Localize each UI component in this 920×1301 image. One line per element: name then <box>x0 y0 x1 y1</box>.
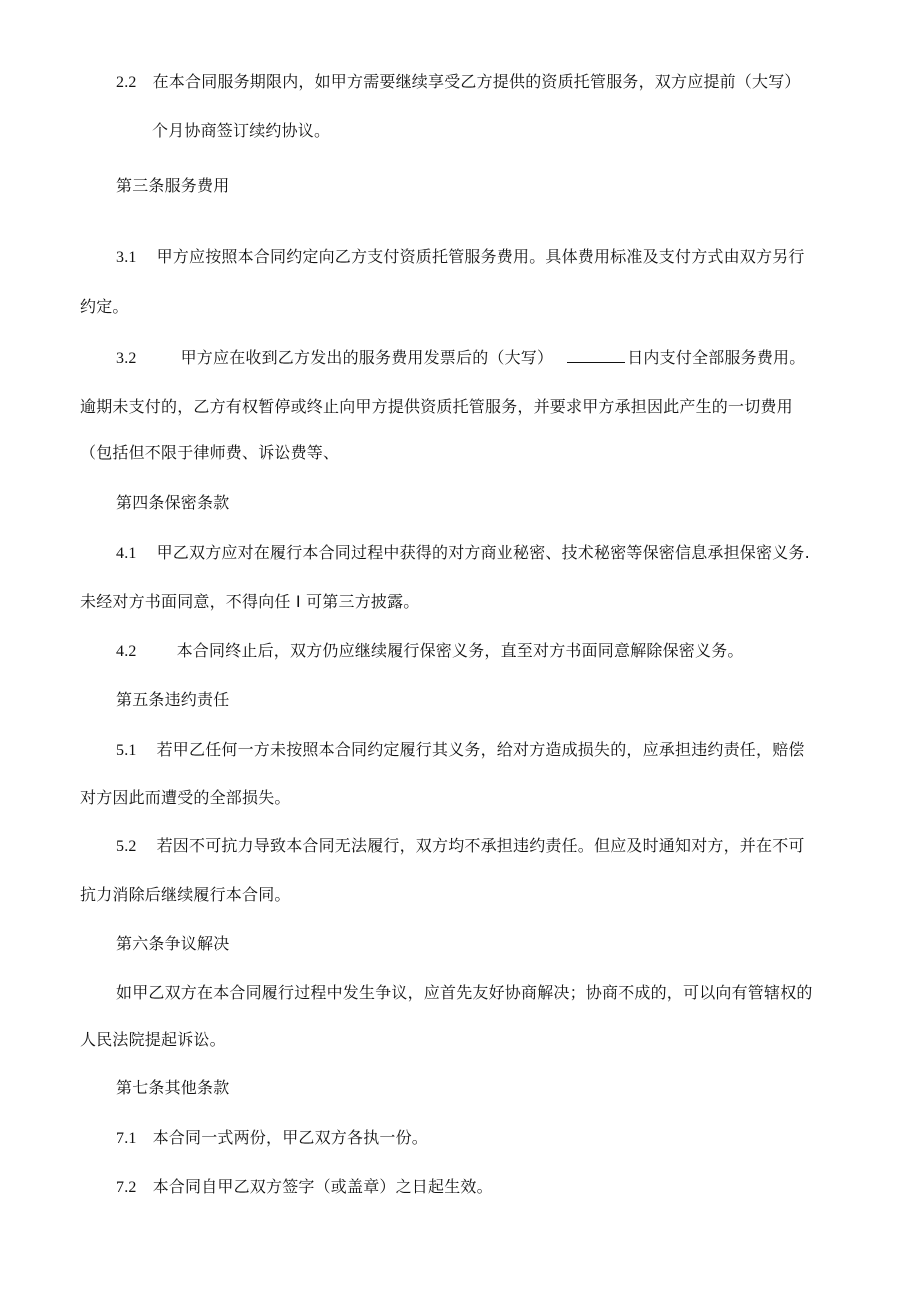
article-3-heading: 第三条服务费用 <box>116 176 230 195</box>
clause-text: 甲方应在收到乙方发出的服务费用发票后的（大写） <box>180 348 554 367</box>
clause-text: 若因不可抗力导致本合同无法履行，双方均不承担违约责任。但应及时通知对方，并在不可 <box>156 836 805 855</box>
clause-text: 日内支付全部服务费用。 <box>627 348 806 367</box>
article-6-heading: 第六条争议解决 <box>116 934 230 953</box>
clause-number: 3.1 <box>116 249 137 266</box>
clause-number: 7.1 <box>116 1130 137 1147</box>
clause-text: 在本合同服务期限内，如甲方需要继续享受乙方提供的资质托管服务，双方应提前（大写） <box>152 72 801 91</box>
article-6-line-1: 如甲乙双方在本合同履行过程中发生争议，应首先友好协商解决；协商不成的，可以向有管辖权的 <box>116 983 813 1002</box>
clause-number: 4.2 <box>116 643 137 660</box>
clause-number: 4.1 <box>116 545 137 562</box>
clause-5-2-line-1 <box>116 835 805 858</box>
blank-days-field <box>567 346 625 363</box>
clause-2-2-line-2 <box>152 120 330 142</box>
clause-text: 若甲乙任何一方未按照本合同约定履行其义务，给对方造成损失的，应承担违约责任，赔偿 <box>156 740 805 759</box>
article-6-line-2: 人民法院提起诉讼。 <box>80 1030 226 1049</box>
clause-text: 甲方应按照本合同约定向乙方支付资质托管服务费用。具体费用标准及支付方式由双方另行 <box>156 247 805 266</box>
clause-3-2-line-3: （包括但不限于律师费、诉讼费等、 <box>80 443 340 462</box>
clause-2-2-line-1 <box>116 71 801 94</box>
clause-3-1-line-2: 约定。 <box>80 297 129 316</box>
clause-text: 甲乙双方应对在履行本合同过程中获得的对方商业秘密、技术秘密等保密信息承担保密义务. <box>156 543 810 562</box>
clause-4-1-line-2: 未经对方书面同意，不得向任 I 可第三方披露。 <box>80 592 420 611</box>
clause-text: 本合同终止后，双方仍应继续履行保密义务，直至对方书面同意解除保密义务。 <box>176 641 744 660</box>
clause-3-1-line-1 <box>116 246 805 269</box>
clause-7-2-line-1 <box>116 1176 493 1199</box>
clause-number: 2.2 <box>116 74 137 91</box>
clause-5-1-line-1 <box>116 739 805 762</box>
clause-4-1-line-1 <box>116 542 810 565</box>
clause-text: 个月协商签订续约协议。 <box>152 121 331 140</box>
clause-3-2-line-2: 逾期未支付的，乙方有权暂停或终止向甲方提供资质托管服务，并要求甲方承担因此产生的一切费用 <box>80 397 793 416</box>
clause-3-2-line-1 <box>116 346 805 370</box>
clause-7-1-line-1 <box>116 1127 428 1150</box>
clause-5-2-line-2: 抗力消除后继续履行本合同。 <box>80 885 291 904</box>
clause-number: 5.2 <box>116 838 137 855</box>
clause-4-2-line-1 <box>116 640 744 663</box>
clause-text: 本合同自甲乙双方签字（或盖章）之日起生效。 <box>152 1177 493 1196</box>
article-5-heading: 第五条违约责任 <box>116 690 230 709</box>
article-7-heading: 第七条其他条款 <box>116 1078 230 1097</box>
clause-5-1-line-2: 对方因此而遭受的全部损失。 <box>80 788 291 807</box>
clause-number: 3.2 <box>116 350 137 367</box>
clause-number: 7.2 <box>116 1179 137 1196</box>
clause-number: 5.1 <box>116 742 137 759</box>
article-4-heading: 第四条保密条款 <box>116 493 230 512</box>
clause-text: 本合同一式两份，甲乙双方各执一份。 <box>152 1128 429 1147</box>
